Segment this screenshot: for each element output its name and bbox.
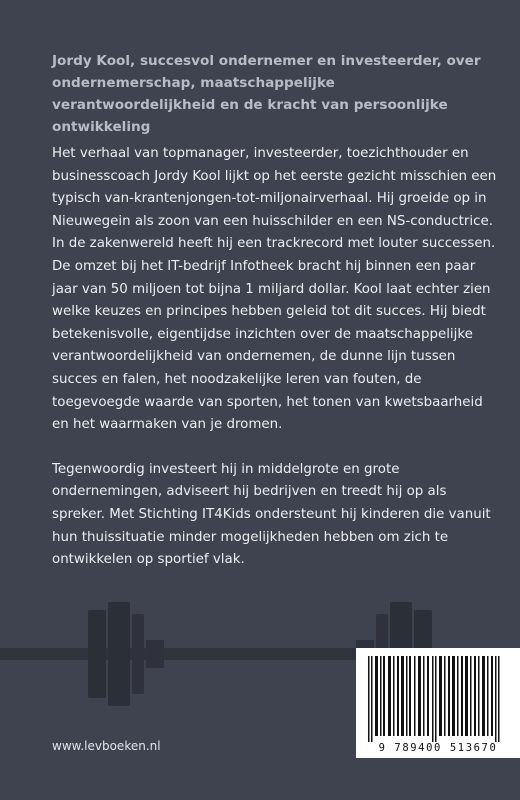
- isbn-number: 9 789400 513670: [378, 742, 498, 754]
- body-text: [52, 143, 497, 572]
- lead-paragraph: Jordy Kool, succesvol ondernemer en investeerder, over ondernemerschap, maatschappelijke verantwoordelijkheid en de kracht van persoonlijke ontwikkeling: [52, 53, 481, 135]
- barcode-box: [356, 648, 520, 758]
- body-paragraph-1: Het verhaal van topmanager, investeerder, toezichthouder en businesscoach Jordy Kool lijkt op het eerste gezicht misschien een typisch van-krantenjongen-tot-miljonairverhaal. Hij groeide op in Nieuwegein als zoon van een huisschilder en een NS-conductrice. In de zakenwereld heeft hij een trackrecord met louter successen. De omzet bij het IT-bedrijf Infotheek bracht hij binnen een paar jaar van 50 miljoen tot bijna 1 miljard dollar. Kool laat echter zien welke keuzes en principes hebben geleid tot dit succes. Hij biedt betekenisvolle, eigentijdse inzichten over de maatschappelijke verantwoordelijkheid van ondernemen, de dunne lijn tussen succes en falen, het noodzakelijke leren van fouten, de toegevoegde waarde van sporten, het tonen van kwetsbaarheid en het waarmaken van je dromen.: [52, 146, 497, 433]
- barcode-icon: [364, 656, 512, 742]
- body-paragraph-2: Tegenwoordig investeert hij in middelgrote en grote ondernemingen, adviseert hij bedrijven en treedt hij op als spreker. Met Stichting IT4Kids ondersteunt hij kinderen die vanuit hun thuissituatie minder mogelijkheden hebben om zich te ontwikkelen op sportief vlak.: [52, 461, 491, 568]
- publisher-website: www.levboeken.nl: [52, 739, 161, 753]
